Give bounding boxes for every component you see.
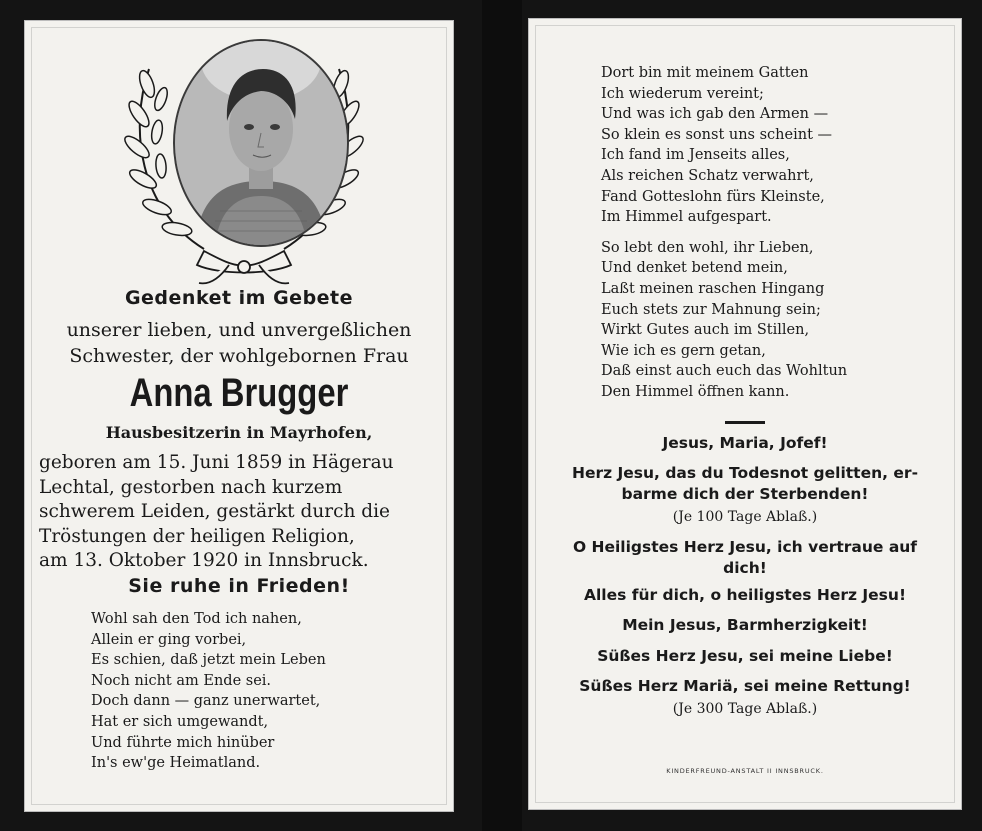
poem-line: So klein es sonst uns scheint — (601, 126, 833, 143)
woman-portrait-icon (175, 41, 347, 245)
deceased-name: Anna Brugger (129, 371, 349, 415)
occupation: Hausbesitzerin in Mayrhofen, (105, 423, 373, 442)
indulgence-note: (Je 100 Tage Ablaß.) (672, 509, 818, 525)
fold-gutter (482, 0, 522, 831)
portrait-with-wreath (109, 29, 379, 289)
poem-line: Als reichen Schatz verwahrt, (601, 167, 814, 184)
memorial-heading: Gedenket im Gebete (124, 287, 354, 309)
prayer-line: O Heiligstes Herz Jesu, ich vertraue auf (572, 538, 918, 556)
prayer-all-for-thee: Alles für dich, o heiligstes Herz Jesu! (583, 586, 907, 604)
poem-line: Ich fand im Jenseits alles, (601, 147, 790, 164)
prayer-mercy: Mein Jesus, Barmherzigkeit! (622, 616, 868, 634)
bio-line: geboren am 15. Juni 1859 in Hägerau (39, 452, 394, 473)
printer-imprint: KINDERFREUND-ANSTALT II INNSBRUCK. (666, 767, 824, 775)
poem-line: Ich wiederum vereint; (601, 85, 764, 102)
poem-line: Dort bin mit meinem Gatten (601, 65, 809, 81)
prayer-sacred-heart-dying (529, 463, 961, 505)
bio-line: Tröstungen der heiligen Religion, (39, 525, 355, 547)
poem-line: Hat er sich umgewandt, (91, 713, 269, 730)
left-panel (24, 20, 454, 812)
poem-line: Und denket betend mein, (601, 260, 788, 277)
poem-line: Fand Gotteslohn fürs Kleinste, (601, 188, 825, 205)
prayer-line: barme dich der Sterbenden! (621, 485, 869, 503)
intro-line: Schwester, der wohlgebornen Frau (69, 345, 409, 367)
prayer-sweet-heart-mary: Süßes Herz Mariä, sei meine Rettung! (579, 677, 911, 695)
poem-line: Und führte mich hinüber (91, 734, 275, 751)
poem-left (91, 609, 326, 774)
poem-line: In's ew'ge Heimatland. (91, 755, 261, 772)
prayer-line: dich! (723, 559, 767, 577)
biography (39, 451, 439, 574)
poem-line: Laßt meinen raschen Hingang (601, 280, 825, 297)
prayer-trust (529, 537, 961, 579)
prayer-line: Herz Jesu, das du Todesnot gelitten, er- (571, 464, 919, 482)
prayer-sweet-heart-jesus: Süßes Herz Jesu, sei meine Liebe! (597, 647, 893, 665)
poem-right (601, 63, 847, 403)
poem-line: Euch stets zur Mahnung sein; (601, 301, 821, 318)
poem-line: Es schien, daß jetzt mein Leben (91, 652, 326, 669)
poem-line: Doch dann — ganz unerwartet, (91, 693, 321, 710)
poem-line: Wohl sah den Tod ich nahen, (91, 611, 302, 627)
poem-line: Daß einst auch euch das Wohltun (601, 363, 848, 380)
prayer-holy-family: Jesus, Maria, Jofef! (662, 434, 828, 452)
poem-line: Wie ich es gern getan, (601, 342, 766, 359)
portrait-photo (173, 39, 349, 247)
intro-text (25, 317, 453, 369)
poem-line: Noch nicht am Ende sei. (91, 672, 272, 689)
poem-line: Wirkt Gutes auch im Stillen, (601, 322, 810, 339)
bio-line: Lechtal, gestorben nach kurzem (39, 476, 343, 498)
rest-in-peace: Sie ruhe in Frieden! (128, 575, 350, 597)
intro-line: unserer lieben, und unvergeßlichen (66, 319, 412, 341)
right-panel (528, 18, 962, 810)
indulgence-note: (Je 300 Tage Ablaß.) (672, 701, 818, 717)
divider-rule (725, 421, 765, 424)
bio-line: schwerem Leiden, gestärkt durch die (39, 501, 390, 522)
poem-line: Allein er ging vorbei, (91, 631, 247, 648)
poem-line: Und was ich gab den Armen — (601, 106, 829, 123)
bio-line: am 13. Oktober 1920 in Innsbruck. (39, 550, 369, 571)
stanza-gap (601, 228, 847, 238)
poem-line: So lebt den wohl, ihr Lieben, (601, 239, 814, 256)
poem-line: Den Himmel öffnen kann. (601, 383, 790, 400)
poem-line: Im Himmel aufgespart. (601, 209, 772, 226)
